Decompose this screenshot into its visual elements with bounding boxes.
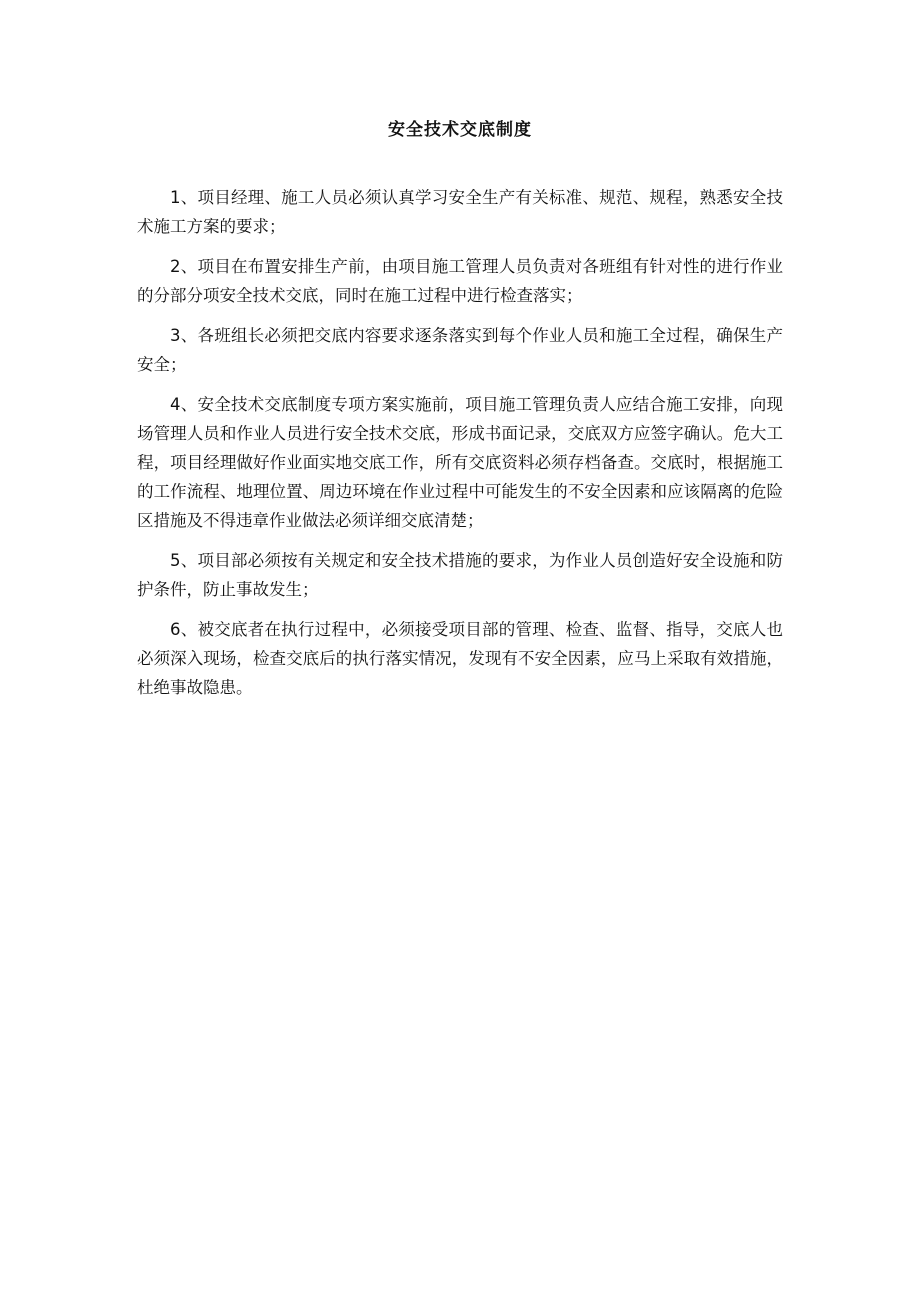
clause-1: 1、项目经理、施工人员必须认真学习安全生产有关标准、规范、规程，熟悉安全技术施工方案的要求； — [137, 188, 783, 236]
clause-6: 6、被交底者在执行过程中，必须接受项目部的管理、检查、监督、指导，交底人也必须深入现场，检查交底后的执行落实情况，发现有不安全因素，应马上采取有效措施，杜绝事故隐患。 — [137, 620, 783, 697]
document-title: 安全技术交底制度 — [388, 120, 532, 140]
clause-3: 3、各班组长必须把交底内容要求逐条落实到每个作业人员和施工全过程，确保生产安全； — [137, 326, 783, 374]
document-body — [137, 183, 783, 713]
clause-2: 2、项目在布置安排生产前，由项目施工管理人员负责对各班组有针对性的进行作业的分部分项安全技术交底，同时在施工过程中进行检查落实； — [137, 257, 783, 305]
clause-5: 5、项目部必须按有关规定和安全技术措施的要求，为作业人员创造好安全设施和防护条件，防止事故发生； — [137, 551, 783, 599]
clause-4: 4、安全技术交底制度专项方案实施前，项目施工管理负责人应结合施工安排，向现场管理人员和作业人员进行安全技术交底，形成书面记录，交底双方应签字确认。危大工程，项目经理做好作业面实地交底工作，所有交底资料必须存档备查。交底时，根据施工的工作流程、地理位置、周边环境在作业过程中可能发生的不安全因素和应该隔离的危险区措施及不得违章作业做法必须详细交底清楚； — [137, 395, 783, 530]
